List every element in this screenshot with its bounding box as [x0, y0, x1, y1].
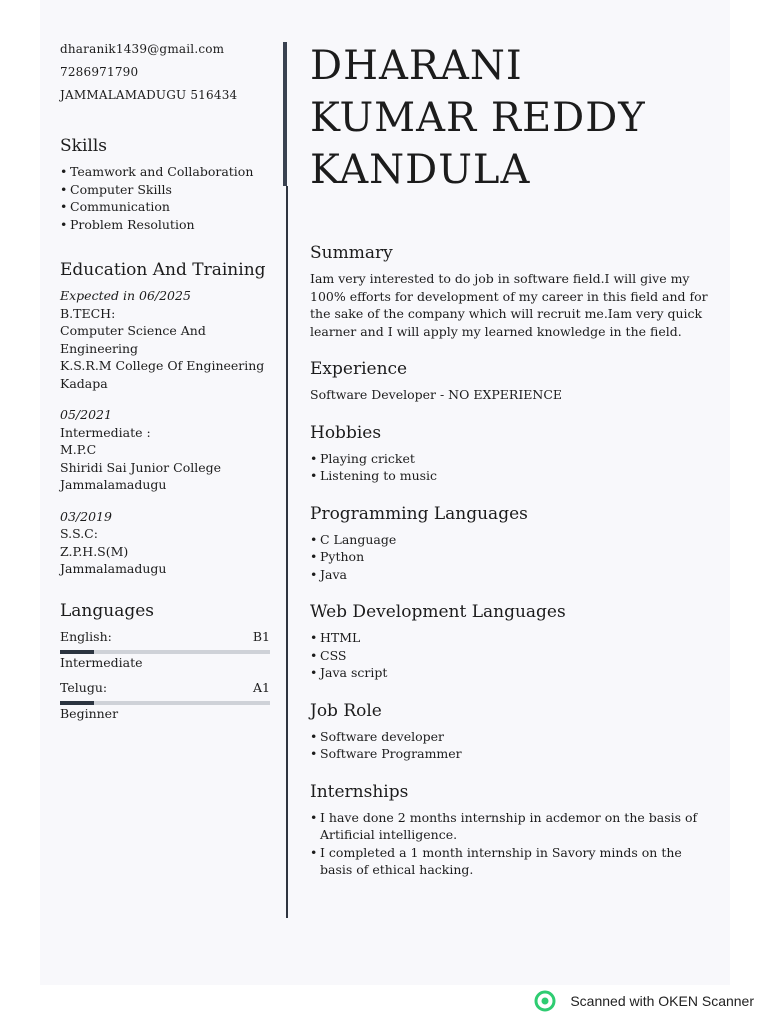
list-item: • Teamwork and Collaboration [60, 163, 270, 181]
list-item: • Java script [310, 664, 710, 682]
web-section [310, 601, 710, 682]
language-level: Beginner [60, 705, 119, 721]
education-date: 05/2021 [60, 407, 112, 422]
language-name: English: [60, 628, 112, 644]
email-text: dharanik1439@gmail.com [60, 42, 225, 56]
education-entry [60, 287, 270, 392]
programming-section [310, 503, 710, 584]
language-proficiency-bar [60, 701, 270, 705]
scanner-logo-icon [534, 990, 556, 1012]
column-divider-accent [283, 42, 287, 186]
hobbies-heading: Hobbies [310, 422, 382, 443]
list-item: • HTML [310, 629, 710, 647]
experience-heading: Experience [310, 359, 408, 379]
list-item: • C Language [310, 531, 710, 549]
list-item: • Software Programmer [310, 745, 710, 763]
languages-heading: Languages [60, 600, 155, 621]
job-role-section [310, 700, 710, 763]
job-role-heading: Job Role [310, 700, 382, 721]
hobbies-section [310, 422, 710, 485]
skills-section [60, 135, 270, 233]
education-line: Computer Science And Engineering [60, 323, 206, 356]
web-heading: Web Development Languages [310, 602, 566, 622]
language-name: Telugu: [60, 679, 108, 695]
education-line: K.S.R.M College Of Engineering [60, 358, 265, 373]
left-column [60, 38, 270, 722]
languages-section [60, 600, 270, 722]
job-role-list [310, 728, 710, 763]
address-text: JAMMALAMADUGU 516434 [60, 88, 238, 102]
language-proficiency-bar [60, 650, 270, 654]
list-item: • Software developer [310, 728, 710, 746]
right-column [310, 40, 710, 879]
web-list [310, 629, 710, 682]
experience-section [310, 358, 710, 404]
education-line: Jammalamadugu [60, 561, 167, 576]
list-item: • Communication [60, 198, 270, 216]
experience-text: Software Developer - NO EXPERIENCE [310, 387, 563, 402]
education-line: Jammalamadugu [60, 477, 167, 492]
candidate-name [310, 40, 710, 196]
internships-heading: Internships [310, 781, 409, 802]
education-heading: Education And Training [60, 260, 266, 280]
name-line: KANDULA [310, 147, 531, 193]
language-row [60, 628, 270, 645]
internships-section [310, 781, 710, 879]
summary-section [310, 242, 710, 340]
language-row [60, 679, 270, 696]
programming-heading: Programming Languages [310, 503, 528, 524]
list-item: • Python [310, 548, 710, 566]
education-entry [60, 406, 270, 494]
scanner-watermark [534, 990, 754, 1012]
language-proficiency-fill [60, 701, 94, 705]
language-proficiency-fill [60, 650, 94, 654]
skills-heading: Skills [60, 136, 107, 156]
phone-text: 7286971790 [60, 65, 139, 79]
education-line: M.P.C [60, 442, 97, 457]
programming-list [310, 531, 710, 584]
summary-text: Iam very interested to do job in software field.I will give my 100% efforts for development of my career in this field and for the sake of the company which will recruit me.Iam very quick learner and I will apply my learned knowledge in the field. [310, 271, 708, 339]
list-item: • Problem Resolution [60, 216, 270, 234]
scanner-label: Scanned with OKEN Scanner [570, 993, 754, 1009]
list-item: • Computer Skills [60, 181, 270, 199]
skills-list [60, 163, 270, 233]
education-line: Shiridi Sai Junior College [60, 459, 222, 475]
list-item: • CSS [310, 647, 710, 665]
language-code: A1 [253, 679, 270, 695]
hobbies-list [310, 450, 710, 485]
education-line: Kadapa [60, 375, 108, 391]
education-line: Intermediate : [60, 424, 151, 440]
list-item: • I completed a 1 month internship in Savory minds on the basis of ethical hacking. [310, 844, 710, 879]
language-level: Intermediate [60, 654, 143, 670]
education-line: Z.P.H.S(M) [60, 543, 129, 559]
education-section [60, 259, 270, 578]
internships-list [310, 809, 710, 879]
list-item: • Listening to music [310, 467, 710, 485]
education-entry [60, 508, 270, 578]
list-item: • Java [310, 566, 710, 584]
name-line: KUMAR REDDY [310, 95, 646, 141]
education-line: B.TECH: [60, 305, 116, 321]
language-code: B1 [252, 628, 270, 644]
name-line: DHARANI [310, 43, 523, 89]
education-line: S.S.C: [60, 526, 98, 541]
summary-heading: Summary [310, 243, 393, 263]
education-date: Expected in 06/2025 [60, 288, 191, 303]
education-date: 03/2019 [60, 508, 112, 524]
list-item: • Playing cricket [310, 450, 710, 468]
column-divider [286, 186, 288, 918]
contact-block [60, 38, 270, 107]
list-item: • I have done 2 months internship in acdemor on the basis of Artificial intelligence. [310, 809, 710, 844]
